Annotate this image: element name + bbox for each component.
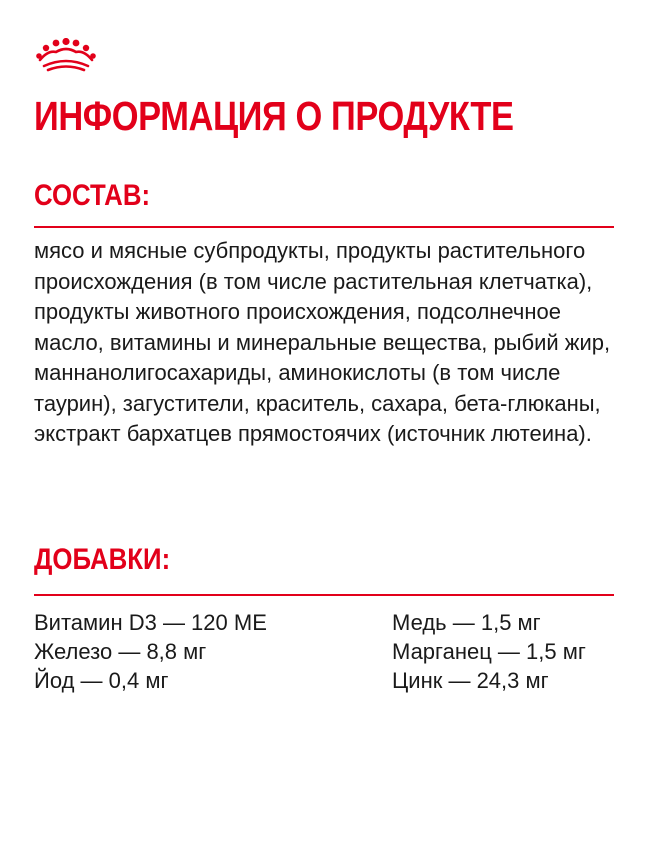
- composition-divider: [34, 226, 614, 228]
- page-title: ИНФОРМАЦИЯ О ПРОДУКТЕ: [34, 93, 514, 139]
- additive-copper: Медь — 1,5 мг: [392, 610, 541, 635]
- additives-divider: [34, 594, 614, 596]
- additive-iron: Железо — 8,8 мг: [34, 639, 207, 664]
- additive-manganese: Марганец — 1,5 мг: [392, 639, 586, 664]
- royal-canin-crown-icon: [34, 38, 98, 72]
- additive-vitamin-d3: Витамин D3 — 120 МЕ: [34, 610, 267, 635]
- additives-heading: ДОБАВКИ:: [34, 543, 171, 576]
- additives-list: [34, 608, 624, 695]
- additive-zinc: Цинк — 24,3 мг: [392, 668, 549, 693]
- additive-iodine: Йод — 0,4 мг: [34, 668, 169, 693]
- composition-text: мясо и мясные субпродукты, продукты растительного происхождения (в том числе растительная клетчатка), продукты животного происхождения, подсолнечное масло, витамины и минеральные вещества, рыбий жир, маннанолигосахариды, аминокислоты (в том числе таурин), загустители, краситель, сахара, бета-глюканы, экстракт бархатцев прямостоячих (источник лютеина).: [34, 238, 611, 446]
- composition-heading: СОСТАВ:: [34, 179, 151, 212]
